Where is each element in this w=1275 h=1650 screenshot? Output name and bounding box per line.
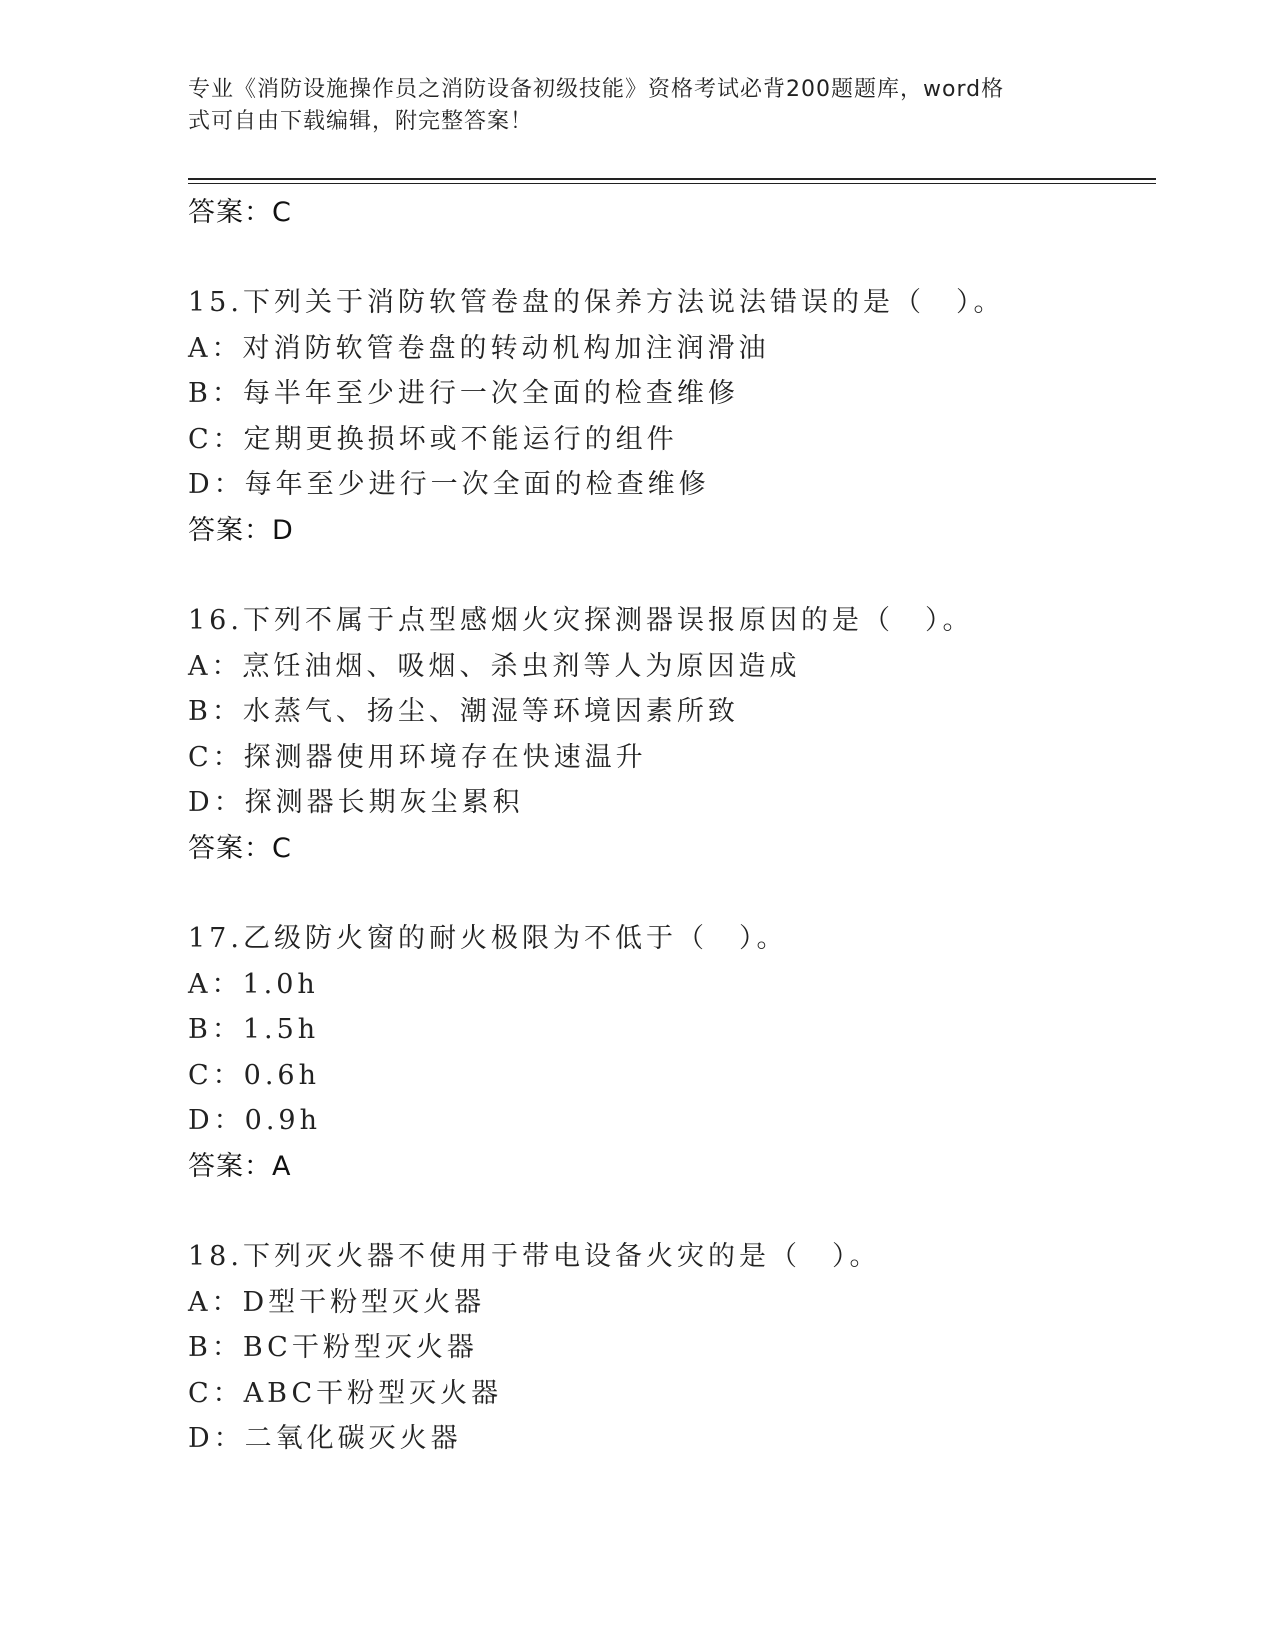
answer-line: 答案：C <box>188 832 292 864</box>
option-d: D：每年至少进行一次全面的检查维修 <box>188 469 710 501</box>
answer-line: 答案：D <box>188 514 294 546</box>
option-a: A：D型干粉型灭火器 <box>188 1286 486 1318</box>
option-a: A：对消防软管卷盘的转动机构加注润滑油 <box>188 332 770 364</box>
option-b: B：1.5h <box>188 1014 320 1046</box>
option-b: B：BC干粉型灭火器 <box>188 1332 478 1364</box>
option-c: C：定期更换损坏或不能运行的组件 <box>188 423 678 455</box>
question-block <box>188 598 1148 872</box>
question-stem: 16.下列不属于点型感烟火灾探测器误报原因的是（ ）。 <box>188 604 974 636</box>
header-line-1: 专业《消防设施操作员之消防设备初级技能》资格考试必背200题题库，word格 <box>188 77 1005 102</box>
option-c: C：探测器使用环境存在快速温升 <box>188 741 647 773</box>
question-block <box>188 280 1148 554</box>
question-stem: 15.下列关于消防软管卷盘的保养方法说法错误的是（ ）。 <box>188 287 1005 318</box>
option-d: D：二氧化碳灭火器 <box>188 1423 462 1455</box>
option-a: A：1.0h <box>188 968 319 1000</box>
question-stem: 18.下列灭火器不使用于带电设备火灾的是（ ）。 <box>188 1240 881 1272</box>
option-d: D：0.9h <box>188 1105 321 1137</box>
option-a: A：烹饪油烟、吸烟、杀虫剂等人为原因造成 <box>188 650 801 682</box>
header-line-2: 式可自由下载编辑，附完整答案！ <box>188 109 534 134</box>
question-block <box>188 916 1148 1190</box>
document-header <box>188 74 1088 138</box>
header-rule-thin <box>188 183 1156 184</box>
header-rule <box>188 178 1156 180</box>
question-list <box>188 190 1148 1462</box>
answer-line: 答案：C <box>188 197 292 228</box>
option-c: C：0.6h <box>188 1059 320 1091</box>
option-b: B：水蒸气、扬尘、潮湿等环境因素所致 <box>188 696 739 728</box>
answer-line: 答案：A <box>188 1150 292 1182</box>
option-b: B：每半年至少进行一次全面的检查维修 <box>188 378 739 410</box>
option-c: C：ABC干粉型灭火器 <box>188 1377 503 1409</box>
option-d: D：探测器长期灰尘累积 <box>188 787 524 819</box>
question-block <box>188 1234 1148 1462</box>
question-stem: 17.乙级防火窗的耐火极限为不低于（ ）。 <box>188 922 788 954</box>
